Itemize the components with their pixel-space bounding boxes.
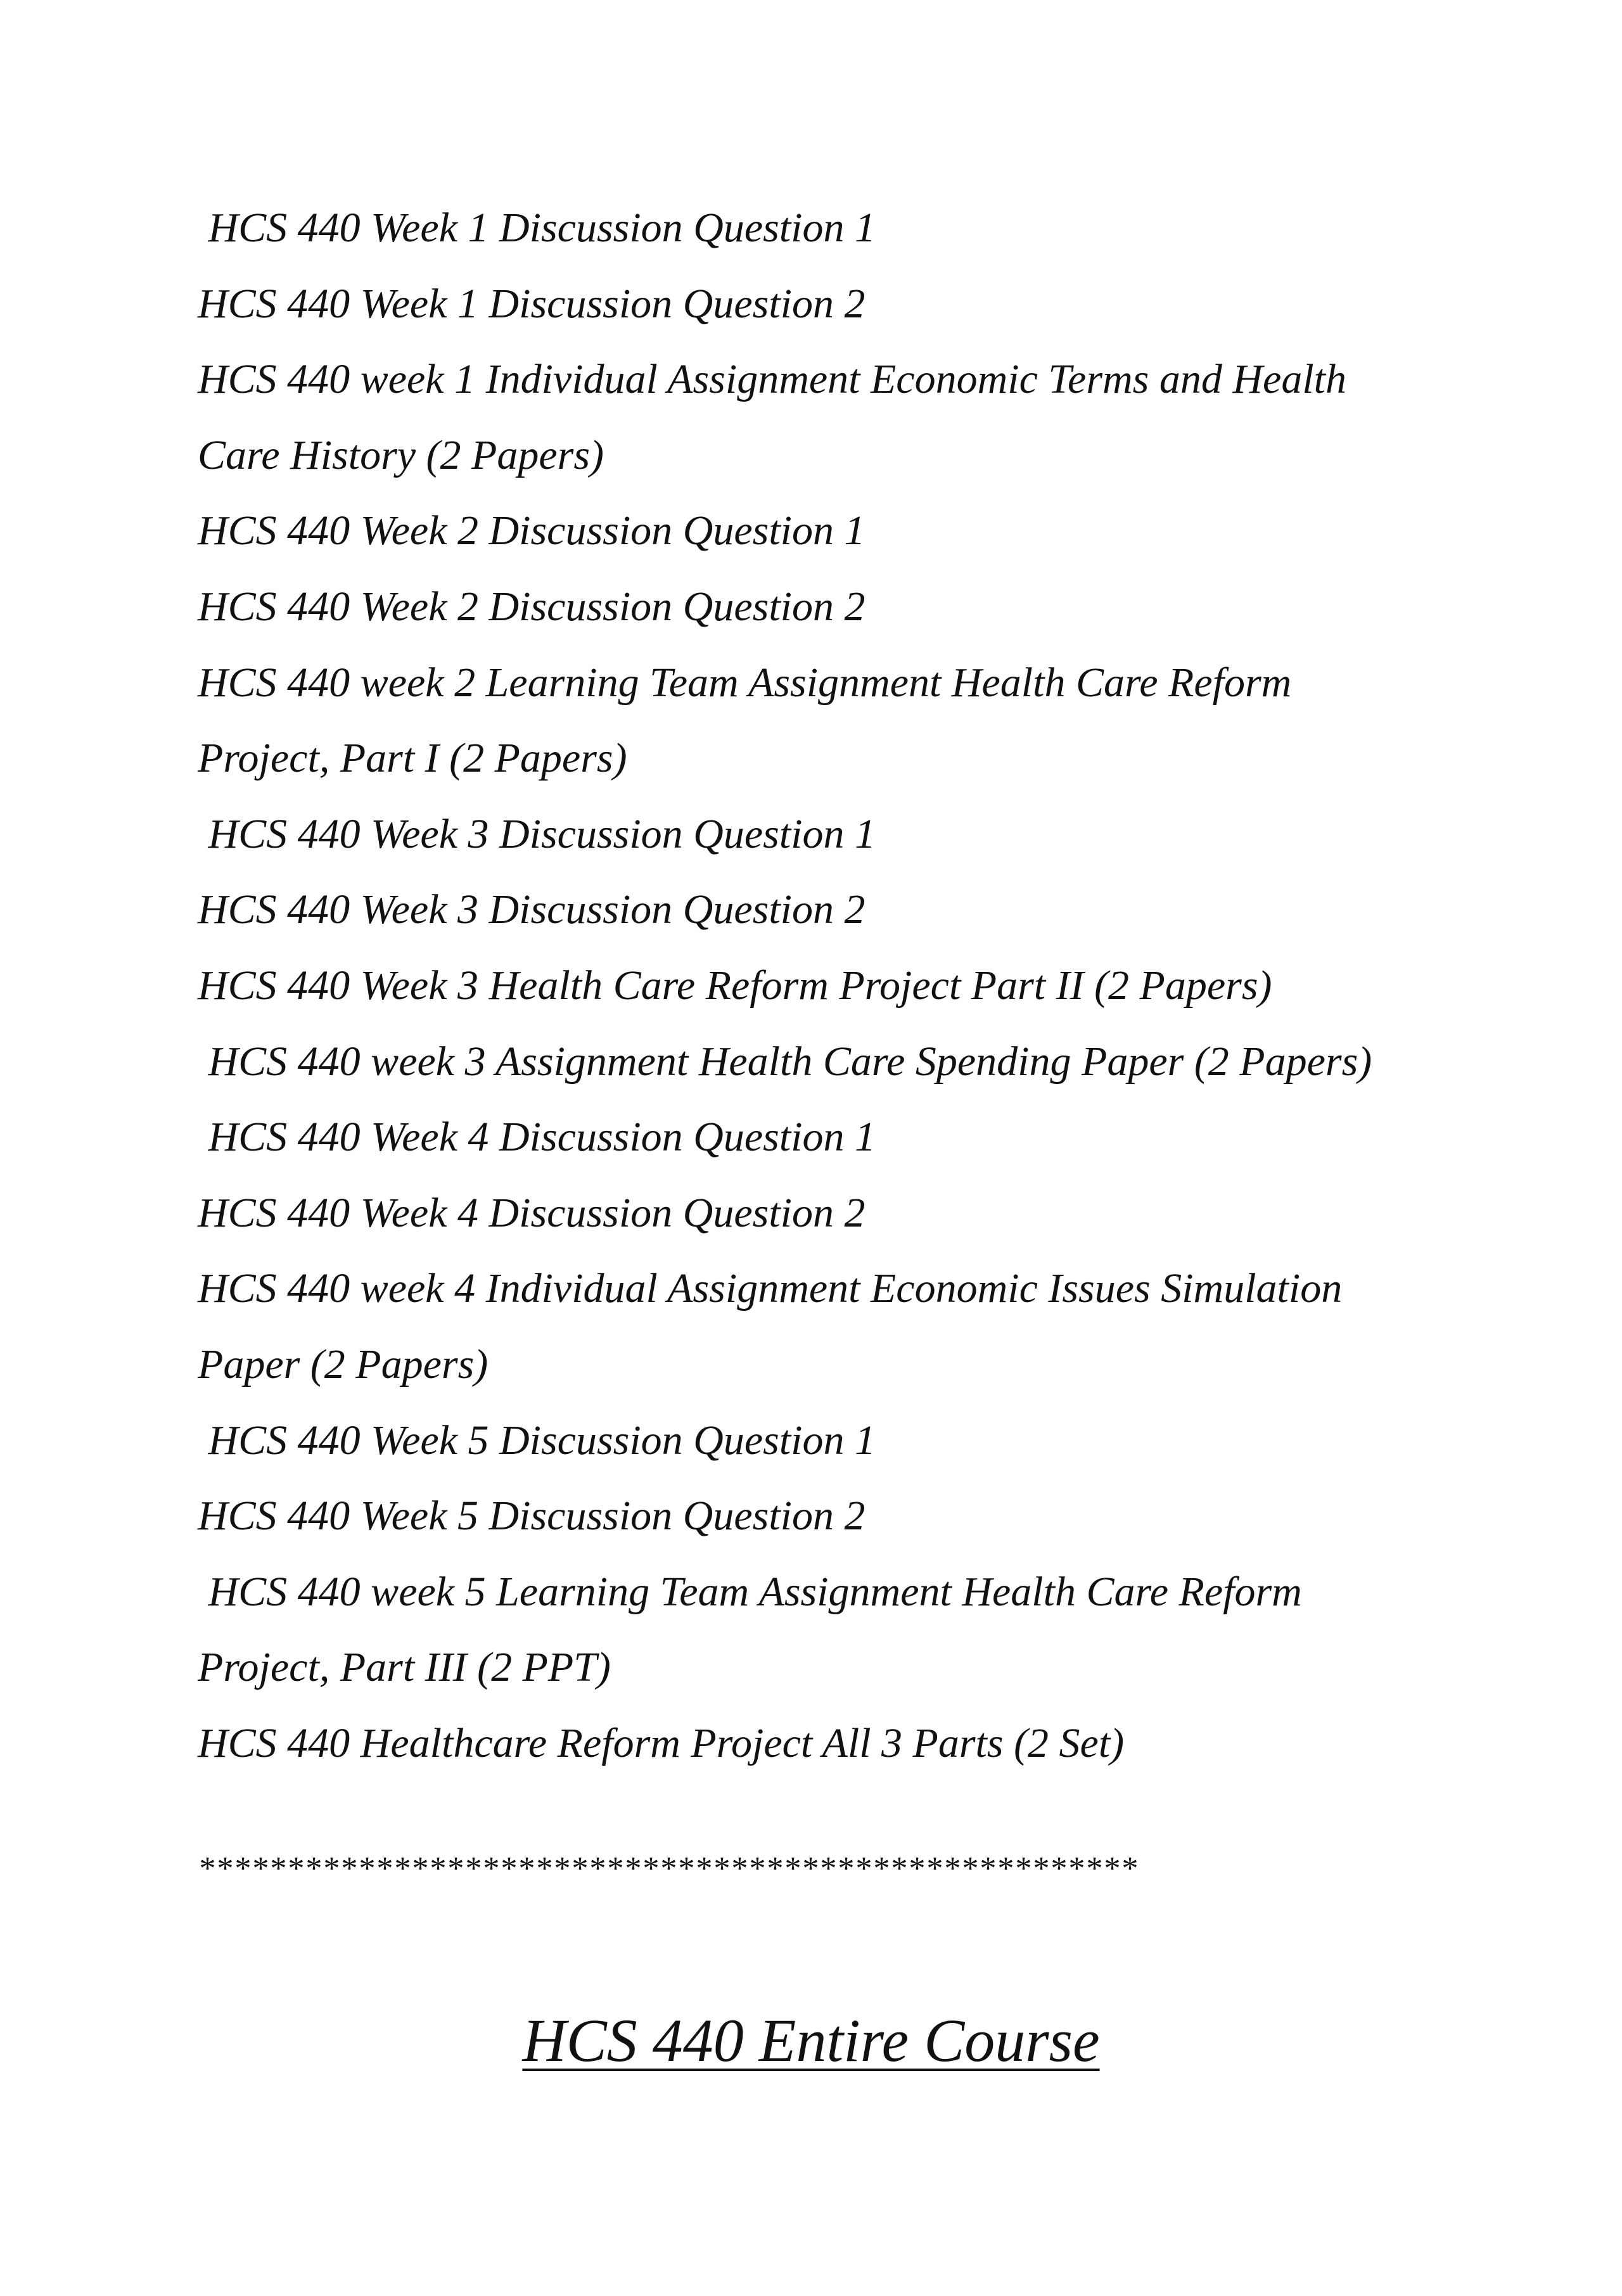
list-item: Project, Part I (2 Papers) [198, 735, 627, 782]
list-item: HCS 440 Week 3 Discussion Question 1 [198, 810, 876, 857]
list-item: HCS 440 week 2 Learning Team Assignment Health Care Reform [198, 659, 1292, 706]
list-item: HCS 440 Week 5 Discussion Question 2 [198, 1493, 865, 1540]
list-item: HCS 440 Week 5 Discussion Question 1 [198, 1417, 876, 1464]
course-item-list [198, 190, 1465, 1781]
list-item: HCS 440 Week 2 Discussion Question 1 [198, 507, 865, 554]
list-item: HCS 440 Week 1 Discussion Question 1 [198, 205, 876, 251]
list-item: Paper (2 Papers) [198, 1341, 489, 1387]
list-item: HCS 440 Healthcare Reform Project All 3 Parts (2 Set) [198, 1719, 1125, 1766]
list-item: HCS 440 Week 3 Discussion Question 2 [198, 886, 865, 933]
list-item: Project, Part III (2 PPT) [198, 1644, 611, 1691]
entire-course-link[interactable]: HCS 440 Entire Course [522, 2006, 1100, 2074]
list-item: HCS 440 Week 3 Health Care Reform Project Part II (2 Papers) [198, 962, 1272, 1009]
list-item: HCS 440 Week 1 Discussion Question 2 [198, 280, 865, 327]
list-item: HCS 440 week 4 Individual Assignment Economic Issues Simulation [198, 1265, 1343, 1312]
list-item: Care History (2 Papers) [198, 431, 604, 478]
list-item: HCS 440 week 3 Assignment Health Care Spending Paper (2 Papers) [198, 1038, 1372, 1085]
list-item: HCS 440 Week 4 Discussion Question 1 [198, 1114, 876, 1161]
list-item: HCS 440 week 1 Individual Assignment Economic Terms and Health [198, 356, 1347, 403]
list-item: HCS 440 Week 2 Discussion Question 2 [198, 583, 865, 630]
list-item: HCS 440 Week 4 Discussion Question 2 [198, 1189, 865, 1236]
asterisk-separator: ***************************************************** [198, 1851, 1138, 1887]
list-item: HCS 440 week 5 Learning Team Assignment Health Care Reform [198, 1568, 1302, 1615]
